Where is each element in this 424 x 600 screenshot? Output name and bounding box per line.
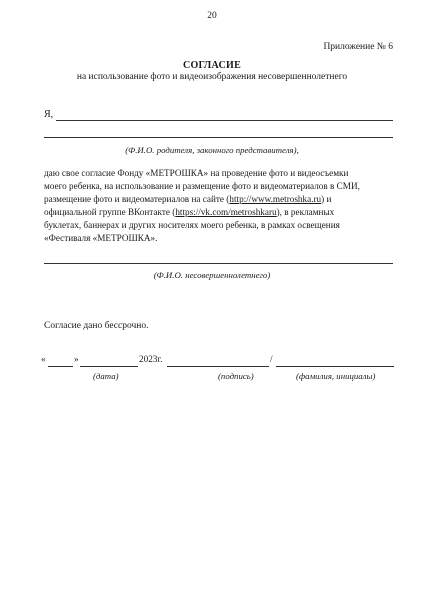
ya-label: Я, (44, 109, 54, 120)
parent-name-line-2[interactable] (44, 137, 393, 138)
body-line: моего ребенка, на использование и размещение фото и видеоматериалов в СМИ, (44, 180, 360, 191)
document-subtitle: на использование фото и видеоизображения несовершеннолетнего (76, 72, 348, 82)
page-number: 20 (207, 11, 217, 21)
date-day-line[interactable] (48, 366, 73, 367)
body-line (44, 193, 395, 206)
date-close-quote: » (74, 354, 79, 364)
body-text: размещение фото и видеоматериалов на сайте ( (44, 193, 230, 204)
body-text: официальной группе ВКонтакте ( (44, 206, 176, 217)
signature-slash: / (270, 354, 273, 364)
parent-caption: (Ф.И.О. родителя, законного представителя), (125, 145, 299, 155)
signature-caption: (подпись) (218, 371, 254, 381)
name-caption: (фамилия, инициалы) (296, 371, 376, 381)
child-caption: (Ф.И.О. несовершеннолетнего) (153, 270, 271, 280)
date-year: 2023г. (139, 354, 163, 364)
body-text: ), в рекламных (276, 206, 335, 217)
appendix-label: Приложение № 6 (323, 42, 393, 52)
document-title: СОГЛАСИЕ (182, 60, 242, 71)
site-link[interactable]: http://www.metroshka.ru (229, 193, 322, 204)
body-line: даю свое согласие Фонду «МЕТРОШКА» на проведение фото и видеосъемки (44, 168, 349, 178)
parent-name-line-1[interactable] (56, 120, 393, 121)
body-line: буклетах, баннерах и других носителях моего ребенка, в рамках освещения (44, 219, 340, 230)
vk-link[interactable]: https://vk.com/metroshkaru (175, 206, 277, 217)
date-open-quote: « (41, 354, 46, 364)
child-name-line[interactable] (44, 263, 393, 264)
date-month-line[interactable] (80, 366, 138, 367)
consent-body (44, 167, 395, 244)
body-text: ) и (321, 193, 332, 204)
date-caption: (дата) (93, 371, 119, 381)
name-initials-line[interactable] (276, 366, 394, 367)
permanent-consent-text: Согласие дано бессрочно. (44, 321, 149, 331)
body-line: «Фестиваля «МЕТРОШКА». (44, 232, 158, 243)
body-line (44, 206, 395, 219)
signature-line[interactable] (167, 366, 269, 367)
